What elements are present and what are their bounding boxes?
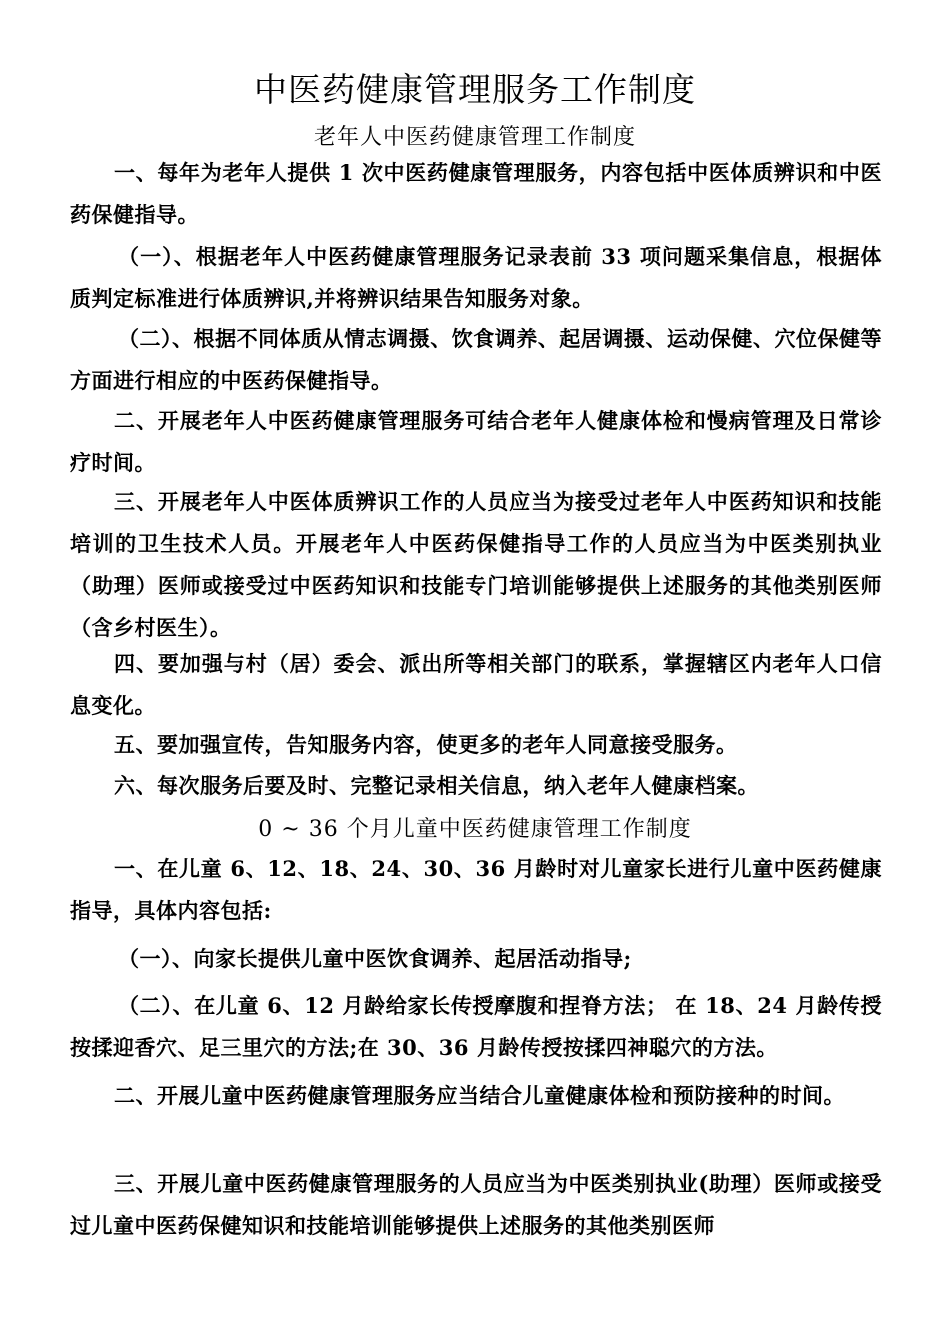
paragraph: 五、要加强宣传，告知服务内容，使更多的老年人同意接受服务。 [114, 732, 738, 757]
section-heading-children: 0 ~ 36 个月儿童中医药健康管理工作制度 [258, 817, 692, 842]
paragraph: 一、每年为老年人提供 1 次中医药健康管理服务，内容包括中医体质辨识和中医药保健指导。 [70, 160, 882, 227]
paragraph: （二）、在儿童 6、12 月龄给家长传授摩腹和捏脊方法； 在 18、24 月龄传授按揉迎香穴、足三里穴的方法;在 30、36 月龄传授按揉四神聪穴的方法。 [70, 993, 882, 1060]
paragraph: 六、每次服务后要及时、完整记录相关信息，纳入老年人健康档案。 [114, 773, 759, 798]
paragraph: 四、要加强与村（居）委会、派出所等相关部门的联系，掌握辖区内老年人口信息变化。 [70, 651, 882, 718]
paragraph: （一）、根据老年人中医药健康管理服务记录表前 33 项问题采集信息，根据体质判定标准进行体质辨识,并将辨识结果告知服务对象。 [70, 244, 882, 311]
paragraph: （二）、根据不同体质从情志调摄、饮食调养、起居调摄、运动保健、穴位保健等方面进行相应的中医药保健指导。 [70, 326, 882, 393]
section-heading-elderly: 老年人中医药健康管理工作制度 [313, 125, 636, 150]
document-title: 中医药健康管理服务工作制度 [254, 70, 696, 109]
paragraph: 二、开展老年人中医药健康管理服务可结合老年人健康体检和慢病管理及日常诊疗时间。 [70, 408, 882, 475]
paragraph: 一、在儿童 6、12、18、24、30、36 月龄时对儿童家长进行儿童中医药健康指导，具体内容包括: [70, 856, 882, 923]
paragraph: 三、开展儿童中医药健康管理服务的人员应当为中医类别执业(助理）医师或接受过儿童中医药保健知识和技能培训能够提供上述服务的其他类别医师 [70, 1171, 882, 1238]
paragraph: （一）、向家长提供儿童中医饮食调养、起居活动指导; [118, 946, 632, 971]
paragraph: 三、开展老年人中医体质辨识工作的人员应当为接受过老年人中医药知识和技能培训的卫生技术人员。开展老年人中医药保健指导工作的人员应当为中医类别执业（助理）医师或接受过中医药知识和技能专门培训能够提供上述服务的其他类别医师（含乡村医生）。 [70, 489, 882, 640]
paragraph: 二、开展儿童中医药健康管理服务应当结合儿童健康体检和预防接种的时间。 [114, 1083, 845, 1108]
